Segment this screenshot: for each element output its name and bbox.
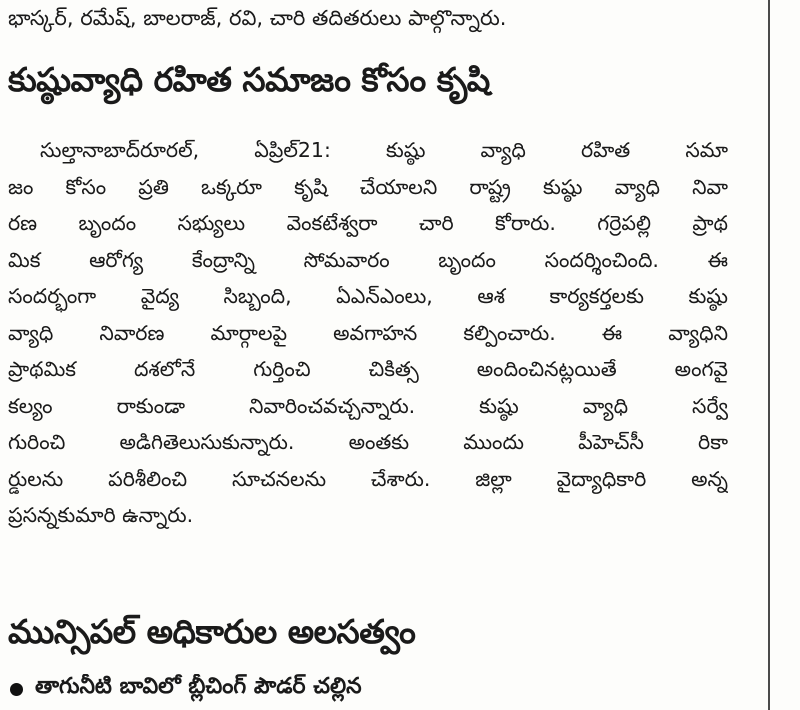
subheadline-text: తాగునీటి బావిలో బ్లీచింగ్ పౌడర్ చల్లిన [35,674,362,699]
previous-article-tail: భాస్కర్, రమేష్, బాలరాజ్, రవి, చారి తదితరులు పాల్గొన్నారు. [8,6,507,30]
article-line: వ్యాధి నివారణ మార్గాలపై అవగాహన కల్పించారు. ఈ వ్యాధిని [8,320,728,345]
article-line: సుల్తానాబాద్‌రూరల్, ఏప్రిల్21: కుష్ఠు వ్యాధి రహిత సమా [40,138,728,162]
bullet-icon [10,683,23,696]
article-line: సందర్భంగా వైద్య సిబ్బంది, ఏఎన్ఎంలు, ఆశ కార్యకర్తలకు కుష్ఠు [8,284,728,308]
article-headline: కుష్ఠువ్యాధి రహిత సమాజం కోసం కృషి [8,60,490,99]
article-line: గురించి అడిగితెలుసుకున్నారు. అంతకు ముందు పీహెచ్‌సీ రికా [8,430,728,454]
article-line: ప్రసన్నకుమారి ఉన్నారు. [8,503,194,527]
article-line: మిక ఆరోగ్య కేంద్రాన్ని సోమవారం బృందం సందర్శించింది. ఈ [8,247,728,272]
next-article-subheadline [10,674,738,704]
next-article-headline: మున్సిపల్ అధికారుల అలసత్వం [8,612,416,651]
article-line: జం కోసం ప్రతి ఒక్కరూ కృషి చేయాలని రాష్ట్ర కుష్ఠు వ్యాధి నివా [8,174,728,199]
article-line: కల్యం రాకుండా నివారించవచ్చన్నారు. కుష్ఠు వ్యాధి సర్వే [8,393,728,418]
column-rule [768,0,770,710]
article-line: రణ బృందం సభ్యులు వెంకటేశ్వరా చారి కోరారు. గర్రెపల్లి ప్రాథ [8,211,728,235]
article-body [8,132,728,534]
article-line: ప్రాథమిక దశలోనే గుర్తించి చికిత్స అందించినట్లయితే అంగవై [8,357,728,381]
article-line: ర్డులను పరిశీలించి సూచనలను చేశారు. జిల్లా వైద్యాధికారి అన్న [8,466,728,491]
